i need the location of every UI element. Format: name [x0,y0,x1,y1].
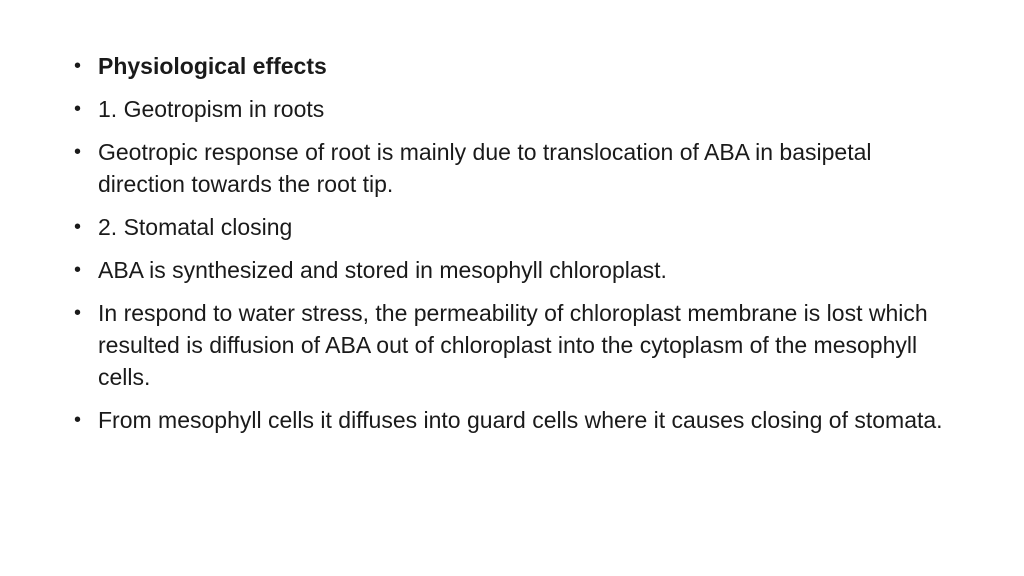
bullet-item [72,297,952,393]
bullet-item-heading [72,50,952,82]
bullet-dot-icon: • [74,98,82,120]
bullet-dot-icon: • [74,302,82,324]
bullet-item [72,254,952,286]
bullet-text: 1. Geotropism in roots [98,96,325,122]
bullet-item [72,211,952,243]
bullet-dot-icon: • [74,259,82,281]
bullet-text: 2. Stomatal closing [98,214,293,240]
bullet-text: ABA is synthesized and stored in mesophyll chloroplast. [98,257,667,283]
bullet-text: In respond to water stress, the permeability of chloroplast membrane is lost which resulted is diffusion of ABA out of chloroplast into the cytoplasm of the mesophyll cells. [98,300,928,390]
bullet-text: From mesophyll cells it diffuses into guard cells where it causes closing of stomata. [98,407,943,433]
bullet-text: Geotropic response of root is mainly due to translocation of ABA in basipetal direction towards the root tip. [98,139,872,197]
bullet-list [72,50,952,447]
bullet-dot-icon: • [74,55,82,77]
bullet-item [72,136,952,200]
bullet-dot-icon: • [74,141,82,163]
bullet-item [72,93,952,125]
bullet-item [72,404,952,436]
bullet-dot-icon: • [74,409,82,431]
section-heading: Physiological effects [98,53,327,79]
bullet-dot-icon: • [74,216,82,238]
